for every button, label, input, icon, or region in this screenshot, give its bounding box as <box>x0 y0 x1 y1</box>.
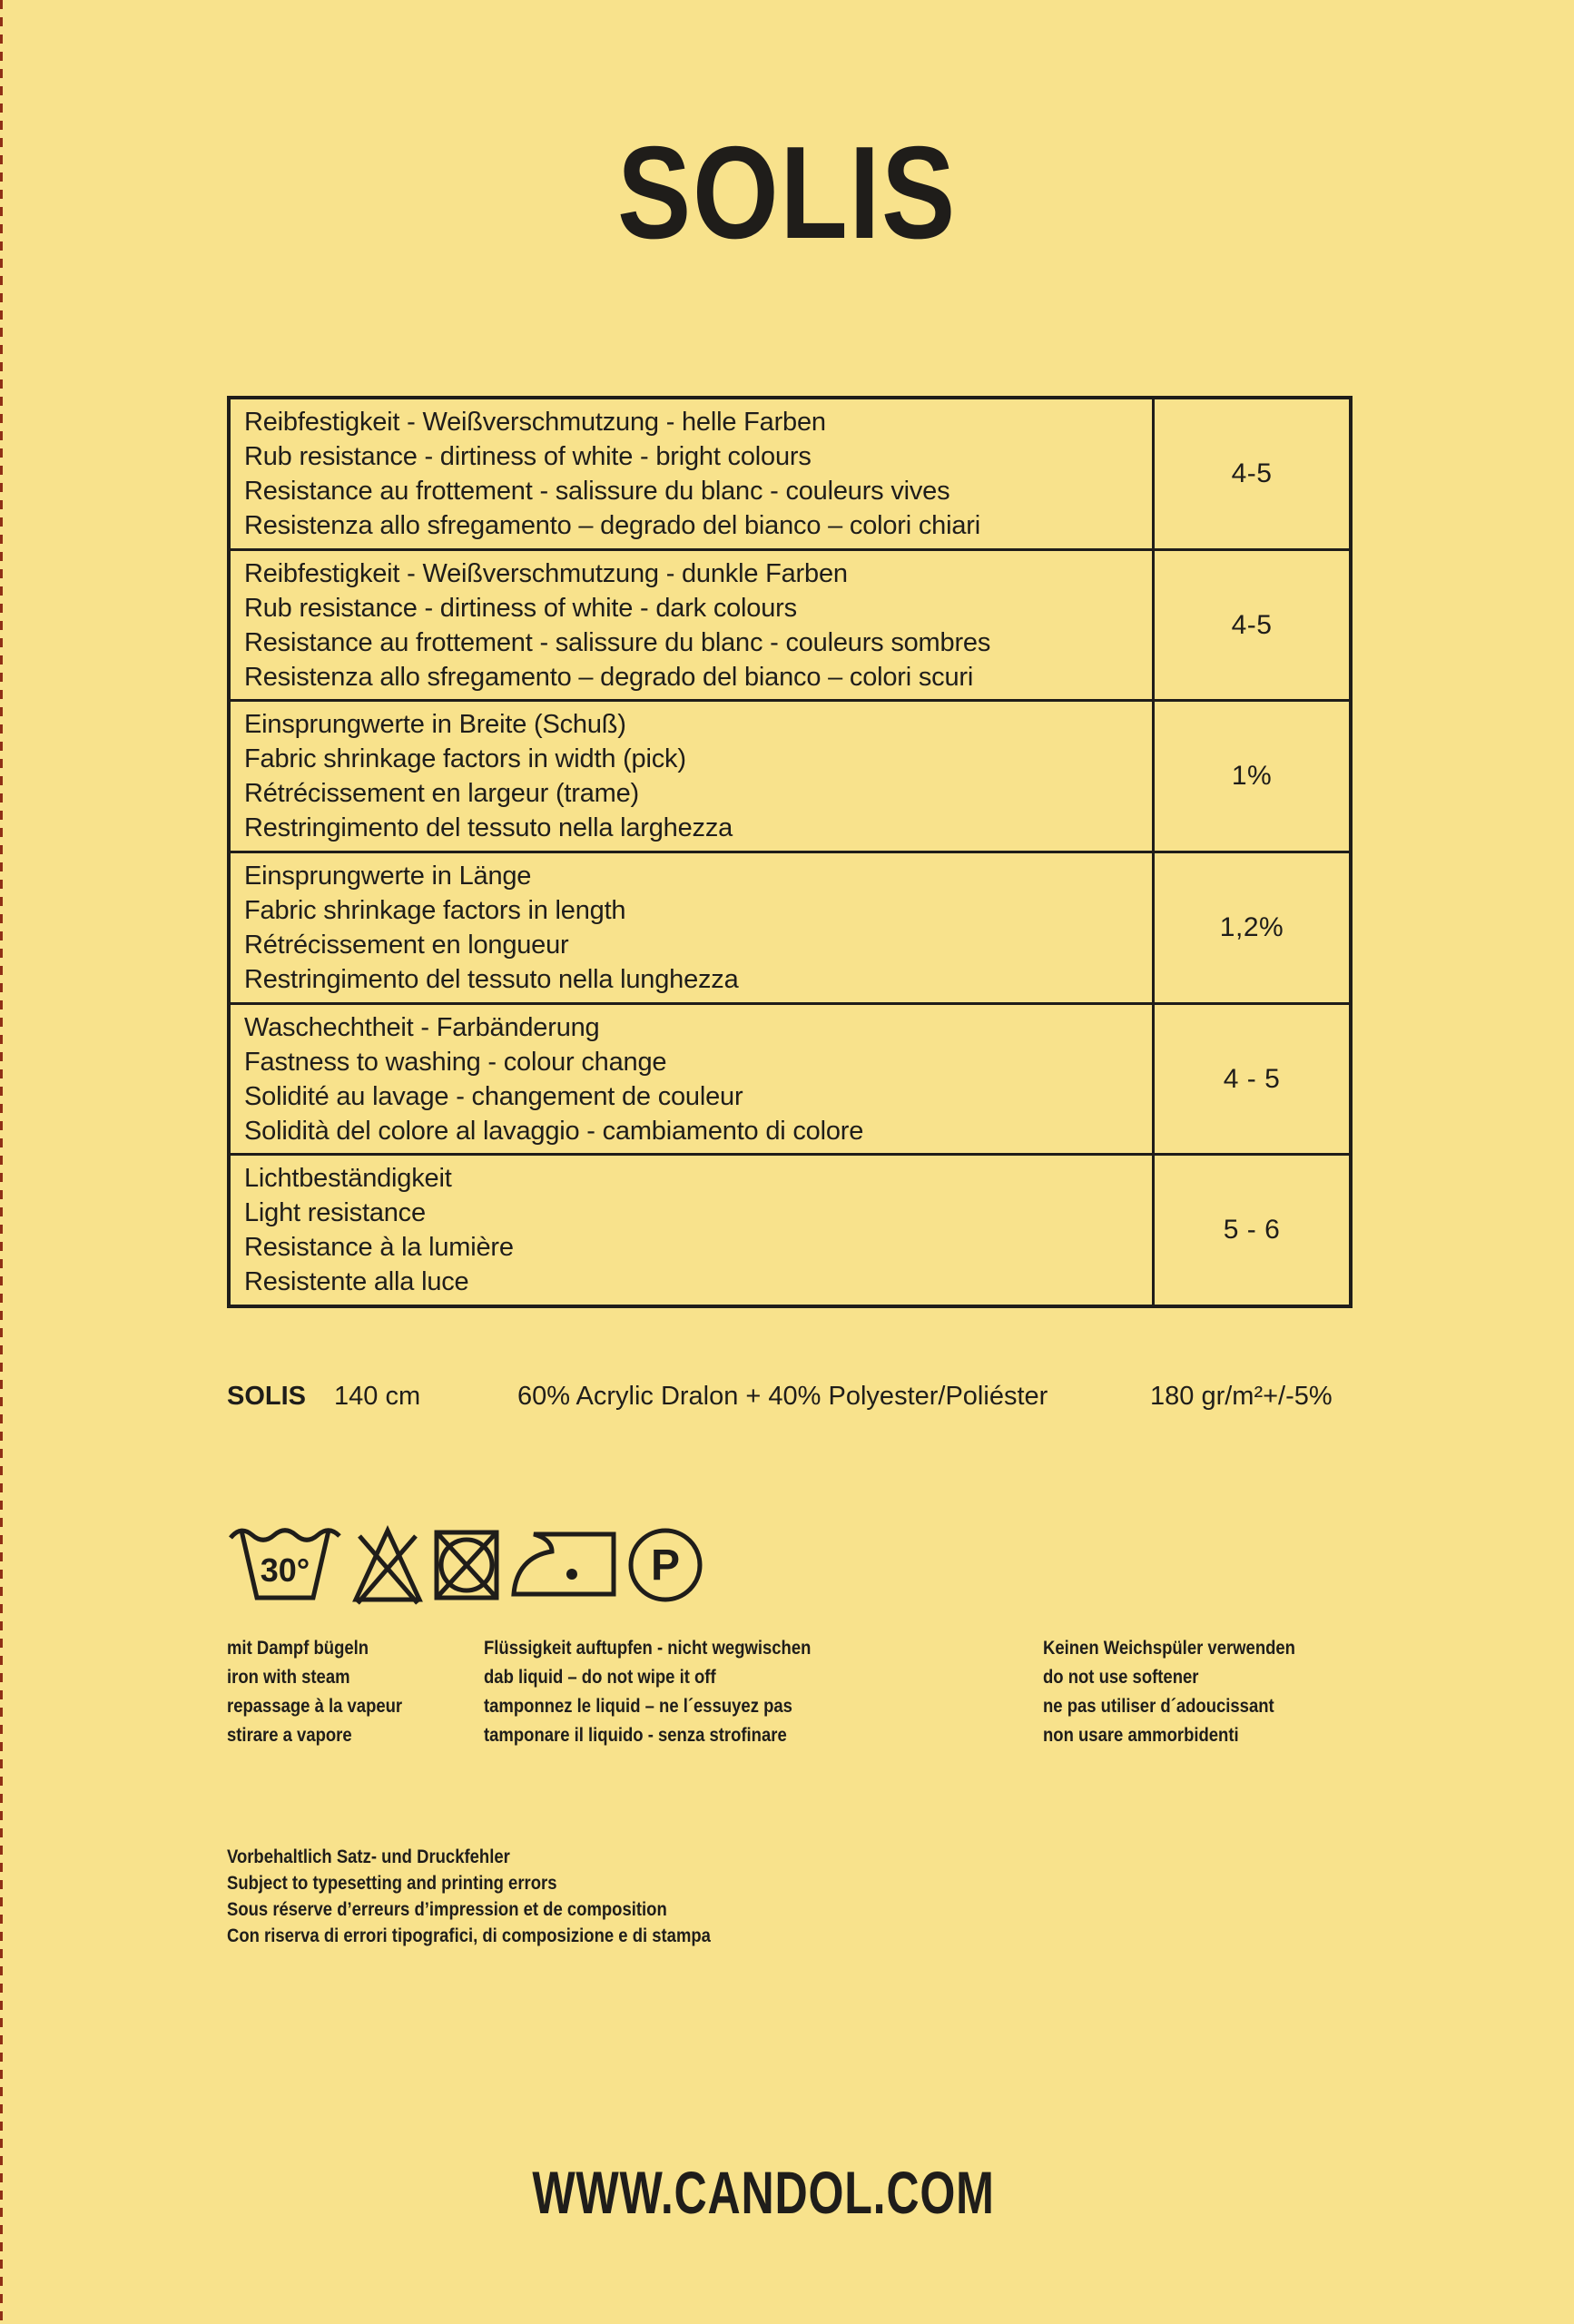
care-line-en: iron with steam <box>227 1667 350 1688</box>
care-line-fr: repassage à la vapeur <box>227 1696 403 1717</box>
care-instructions-no-softener <box>1043 1634 1295 1750</box>
care-line-it: stirare a vapore <box>227 1725 352 1746</box>
product-composition: 60% Acrylic Dralon + 40% Polyester/Poliéster <box>517 1382 1048 1411</box>
property-cell <box>231 853 1155 1002</box>
table-row <box>231 551 1349 703</box>
property-line-de: Reibfestigkeit - Weißverschmutzung - helle Farben <box>244 408 826 437</box>
svg-text:P: P <box>650 1541 681 1590</box>
property-cell <box>231 399 1155 548</box>
page-title: SOLIS <box>617 119 957 266</box>
disclaimer-line-de: Vorbehaltlich Satz- und Druckfehler <box>227 1846 510 1867</box>
table-row <box>231 1156 1349 1305</box>
property-line-fr: Resistance au frottement - salissure du blanc - couleurs sombres <box>244 627 991 657</box>
property-line-it: Resistente alla luce <box>244 1267 469 1297</box>
table-row <box>231 853 1349 1005</box>
care-instructions-iron-steam <box>227 1634 402 1750</box>
care-line-en: dab liquid – do not wipe it off <box>484 1667 716 1688</box>
product-name: SOLIS <box>227 1382 307 1411</box>
property-line-en: Fastness to washing - colour change <box>244 1047 667 1077</box>
product-width: 140 cm <box>334 1382 421 1411</box>
svg-text:30°: 30° <box>260 1551 310 1589</box>
property-cell <box>231 1005 1155 1154</box>
property-line-de: Waschechtheit - Farbänderung <box>244 1012 600 1042</box>
disclaimer-block <box>227 1844 711 1949</box>
care-line-de: mit Dampf bügeln <box>227 1638 369 1659</box>
website-url: WWW.CANDOL.COM <box>532 2159 995 2226</box>
disclaimer-line-it: Con riserva di errori tipografici, di composizione e di stampa <box>227 1925 711 1946</box>
rating-value: 4 - 5 <box>1223 1063 1281 1094</box>
property-cell <box>231 551 1155 700</box>
left-edge-dashed-line <box>0 0 3 2324</box>
property-line-it: Restringimento del tessuto nella larghezza <box>244 813 733 843</box>
property-line-fr: Resistance au frottement - salissure du blanc - couleurs vives <box>244 477 950 506</box>
do-not-bleach-icon <box>352 1525 423 1605</box>
property-line-de: Lichtbeständigkeit <box>244 1164 452 1194</box>
property-line-en: Light resistance <box>244 1198 426 1228</box>
dry-clean-P-icon <box>626 1525 704 1605</box>
product-weight: 180 gr/m²+/-5% <box>1150 1382 1333 1411</box>
disclaimer-line-fr: Sous réserve d’erreurs d’impression et de composition <box>227 1899 667 1920</box>
property-line-it: Restringimento del tessuto nella lunghezza <box>244 965 739 995</box>
property-line-fr: Resistance à la lumière <box>244 1233 514 1263</box>
property-line-de: Einsprungwerte in Länge <box>244 862 532 891</box>
product-info-line <box>227 1382 1407 1422</box>
table-row <box>231 1005 1349 1157</box>
property-line-en: Rub resistance - dirtiness of white - dark colours <box>244 593 797 623</box>
property-cell <box>231 702 1155 851</box>
property-line-it: Resistenza allo sfregamento – degrado del bianco – colori chiari <box>244 511 980 540</box>
rating-value: 4-5 <box>1231 458 1273 488</box>
care-line-it: tamponare il liquido - senza strofinare <box>484 1725 787 1746</box>
machine-wash-30-icon <box>227 1525 343 1605</box>
property-line-de: Reibfestigkeit - Weißverschmutzung - dunkle Farben <box>244 558 848 588</box>
rating-value: 1% <box>1231 761 1273 792</box>
care-line-en: do not use softener <box>1043 1667 1199 1688</box>
rating-value: 1,2% <box>1219 911 1284 942</box>
care-line-it: non usare ammorbidenti <box>1043 1725 1239 1746</box>
table-row <box>231 702 1349 853</box>
property-line-fr: Solidité au lavage - changement de couleur <box>244 1081 743 1111</box>
table-row <box>231 399 1349 551</box>
do-not-tumble-dry-icon <box>434 1525 499 1605</box>
care-instructions-dab-liquid <box>484 1634 811 1750</box>
property-line-it: Resistenza allo sfregamento – degrado del bianco – colori scuri <box>244 662 974 692</box>
property-line-fr: Rétrécissement en longueur <box>244 931 569 960</box>
rating-value: 4-5 <box>1231 609 1273 640</box>
property-line-fr: Rétrécissement en largeur (trame) <box>244 779 639 809</box>
property-cell <box>231 1156 1155 1305</box>
care-line-fr: tamponnez le liquid – ne l´essuyez pas <box>484 1696 792 1717</box>
care-line-de: Flüssigkeit auftupfen - nicht wegwischen <box>484 1638 812 1659</box>
property-line-en: Fabric shrinkage factors in length <box>244 896 626 926</box>
rating-value: 5 - 6 <box>1223 1215 1281 1246</box>
property-line-it: Solidità del colore al lavaggio - cambiamento di colore <box>244 1116 864 1146</box>
care-line-de: Keinen Weichspüler verwenden <box>1043 1638 1295 1659</box>
spec-table <box>227 396 1353 1308</box>
iron-with-dot-icon <box>510 1525 617 1605</box>
care-symbols-row <box>227 1525 735 1605</box>
disclaimer-line-en: Subject to typesetting and printing errors <box>227 1873 557 1894</box>
care-line-fr: ne pas utiliser d´adoucissant <box>1043 1696 1274 1717</box>
property-line-en: Rub resistance - dirtiness of white - bright colours <box>244 442 812 471</box>
property-line-de: Einsprungwerte in Breite (Schuß) <box>244 710 626 740</box>
property-line-en: Fabric shrinkage factors in width (pick) <box>244 744 686 774</box>
